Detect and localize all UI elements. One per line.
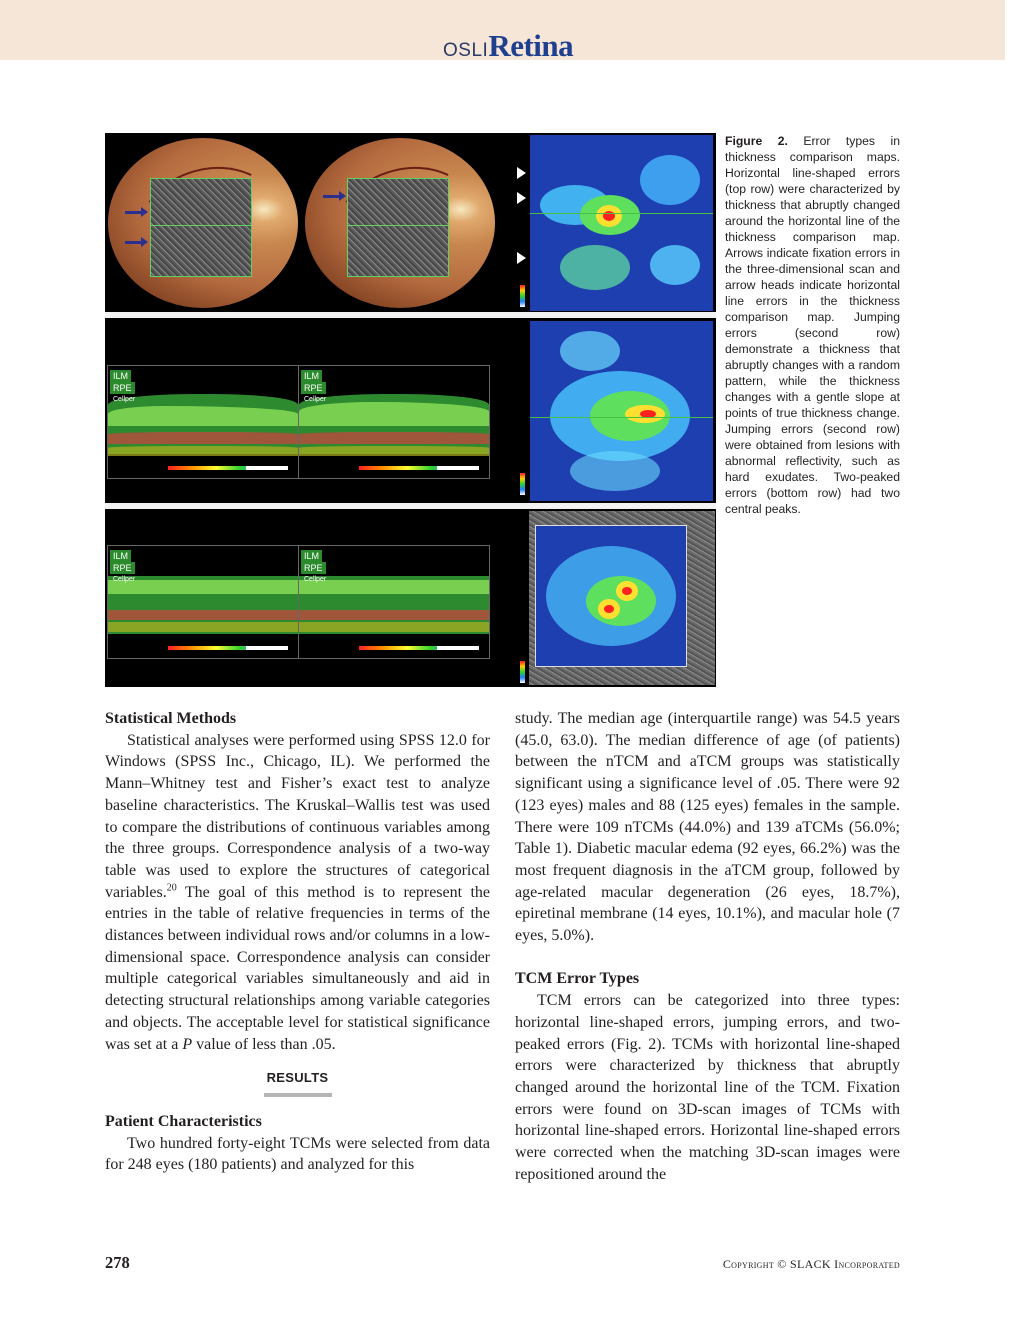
- results-section-heading: RESULTS: [266, 1070, 329, 1086]
- horizontal-line-error-arrowhead: [517, 252, 526, 264]
- scan-area-box: [150, 178, 252, 277]
- fixation-error-arrow: [125, 241, 143, 244]
- tcm-error-types-paragraph: TCM errors can be categorized into three types: horizontal line-shaped errors, jumping errors, and two-peaked errors (Fig. 2). TCMs with horizontal line-shaped errors were characterized by thickness that abruptly changed around the horizontal line of the TCM. Fixation errors were found on 3D-scan images of TCMs with horizontal line-shaped errors. Horizontal line-shaped errors were corrected when the matching 3D-scan images were repositioned around the: [515, 992, 900, 1183]
- ilm-layer-tag: ILM: [301, 550, 322, 562]
- cellper-tag: Cellper: [304, 576, 327, 583]
- color-scale-bar: [520, 285, 525, 307]
- oct-scan-left: [107, 365, 299, 479]
- patient-characteristics-heading: Patient Characteristics: [105, 1112, 262, 1130]
- patient-characteristics-continuation: study. The median age (interquartile range) was 54.5 years (45.0, 63.0). The median difference of age (of patients) between the nTCM and aTCM groups was statistically significant using a significance level of .05. There were 92 (123 eyes) males and 88 (125 eyes) females in the sample. There were 109 nTCMs (44.0%) and 139 aTCMs (56.0%; Table 1). Diabetic macular edema (92 eyes, 66.2%) was the most frequent diagnosis in the aTCM group, followed by age-related macular degeneration (26 eyes, 18.7%), epiretinal membrane (14 eyes, 10.1%), and macular hole (7 eyes, 5.0%).: [515, 710, 900, 945]
- rpe-layer-tag: RPE: [301, 562, 326, 574]
- figure-caption: [725, 133, 900, 517]
- horizontal-line-error-arrowhead: [517, 192, 526, 204]
- oct-scan-right: [298, 545, 490, 659]
- cellper-tag: Cellper: [304, 396, 327, 403]
- patient-characteristics-paragraph: Two hundred forty-eight TCMs were selected from data for 248 eyes (180 patients) and analyzed for this: [105, 1134, 490, 1174]
- oct-scan-left: [107, 545, 299, 659]
- fixation-error-arrow: [125, 211, 143, 214]
- p-value-symbol: P: [182, 1035, 193, 1053]
- right-text-column: [515, 708, 900, 1185]
- left-text-column: [105, 708, 490, 1176]
- thickness-comparison-map-top: [530, 135, 713, 311]
- rpe-layer-tag: RPE: [110, 562, 135, 574]
- rpe-layer-tag: RPE: [110, 382, 135, 394]
- fixation-error-arrow: [323, 195, 341, 198]
- page-number: 278: [105, 1253, 130, 1272]
- reference-superscript: 20: [166, 882, 177, 894]
- ilm-layer-tag: ILM: [301, 370, 322, 382]
- thickness-comparison-map-middle: [530, 321, 713, 501]
- figure-caption-text: Error types in thickness comparison maps. Horizontal line-shaped errors (top row) were characterized by thickness that abruptly changed around the horizontal line of the thickness comparison map. Arrows indicate fixation errors in the three-dimensional scan and arrow heads indicate horizontal line errors in the thickness comparison map. Jumping errors (second row) demonstrate a thickness that abruptly changes with a random pattern, while the thickness changes with a gentle slope at points of true thickness change. Jumping errors (second row) were obtained from lesions with abnormal reflectivity, such as hard exudates. Two-peaked errors (bottom row) had two central peaks.: [725, 134, 900, 516]
- rpe-layer-tag: RPE: [301, 382, 326, 394]
- figure-row-divider: [105, 312, 716, 318]
- cellper-tag: Cellper: [113, 576, 136, 583]
- color-scale-bar: [520, 473, 525, 495]
- journal-logo: [443, 28, 573, 68]
- tcm-error-types-heading: TCM Error Types: [515, 970, 640, 988]
- fundus-photo-left: [108, 138, 298, 308]
- statistical-methods-heading: Statistical Methods: [105, 710, 237, 727]
- cellper-tag: Cellper: [113, 396, 136, 403]
- figure-2-image: [105, 133, 716, 687]
- ilm-layer-tag: ILM: [110, 550, 131, 562]
- figure-label: Figure 2.: [725, 134, 788, 148]
- results-heading-rule: [264, 1093, 332, 1097]
- figure-row-divider: [105, 503, 716, 509]
- thickness-comparison-map-bottom: [535, 525, 687, 667]
- copyright-notice: Copyright © SLACK Incorporated: [722, 1257, 900, 1271]
- ilm-layer-tag: ILM: [110, 370, 131, 382]
- horizontal-line-error-arrowhead: [517, 167, 526, 179]
- statistical-methods-paragraph: Statistical analyses were performed using SPSS 12.0 for Windows (SPSS Inc., Chicago, IL). We performed the Mann–Whitney test and Fisher’s exact test to analyze baseline characteristics. The Kruskal–Wallis test was used to compare the distributions of continuous variables among the three groups. Correspondence analysis of a two-way table was used to explore the structures of categorical variables.$^{20}$ The goal of this method is to represent the entries in the table of relative frequencies in terms of the distances between individual rows and/or columns in a low-dimensional space. Correspondence analysis can consider multiple categorical variables simultaneously and aid in detecting structural relationships among variable categories and objects. The acceptable level for statistical significance was set at a P value of less than .05.: [105, 731, 490, 1053]
- scan-area-box: [347, 178, 449, 277]
- oct-scan-right: [298, 365, 490, 479]
- journal-logo-name: Retina: [488, 28, 574, 63]
- journal-logo-prefix: OSLI: [443, 40, 489, 61]
- fundus-photo-right: [305, 138, 495, 308]
- color-scale-bar: [520, 661, 525, 683]
